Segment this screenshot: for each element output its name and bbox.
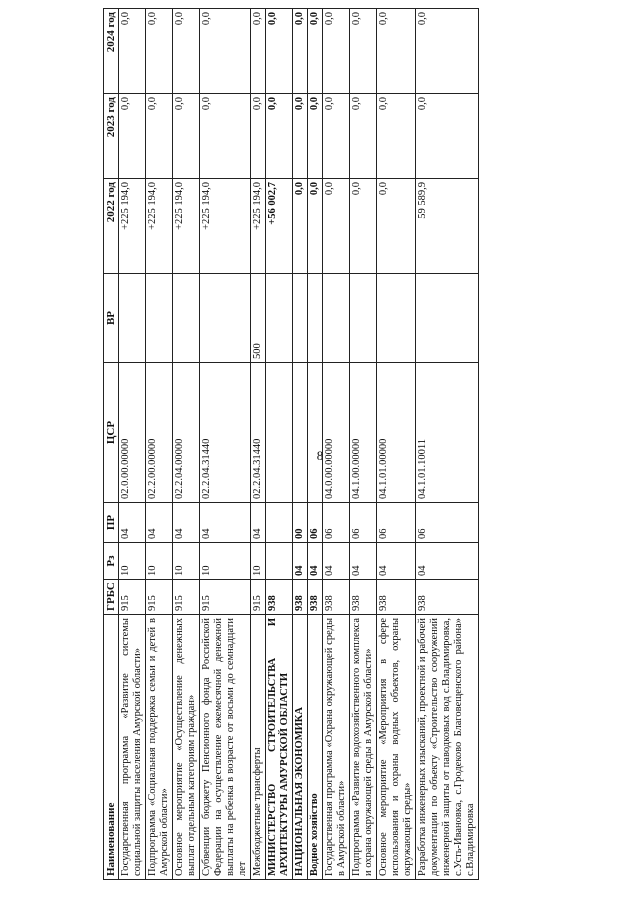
cell-vr: 500 [251, 274, 266, 363]
cell-grbs: 938 [377, 580, 416, 615]
cell-name: МИНИСТЕРСТВО СТРОИТЕЛЬСТВА И АРХИТЕКТУРЫ АМУРСКОЙ ОБЛАСТИ [266, 615, 293, 880]
cell-vr [350, 274, 377, 363]
cell-name: Водное хозяйство [308, 615, 323, 880]
cell-vr [266, 274, 293, 363]
cell-grbs: 915 [119, 580, 146, 615]
cell-grbs: 938 [308, 580, 323, 615]
cell-grbs: 915 [251, 580, 266, 615]
cell-grbs: 938 [266, 580, 293, 615]
cell-grbs: 938 [350, 580, 377, 615]
cell-vr [377, 274, 416, 363]
cell-2023: 0,0 [119, 94, 146, 179]
cell-vr [146, 274, 173, 363]
table-header-row [104, 9, 119, 880]
cell-csr: 02.2.04.00000 [173, 363, 200, 503]
cell-pr: 06 [350, 503, 377, 543]
cell-2023: 0,0 [377, 94, 416, 179]
cell-2023: 0,0 [173, 94, 200, 179]
cell-2023: 0,0 [308, 94, 323, 179]
cell-2022: 0,0 [293, 179, 308, 274]
table-body [119, 9, 479, 880]
cell-2024: 0,0 [251, 9, 266, 94]
cell-2024: 0,0 [146, 9, 173, 94]
cell-rz: 10 [251, 543, 266, 580]
cell-grbs: 938 [416, 580, 479, 615]
cell-2022: 0,0 [377, 179, 416, 274]
cell-2023: 0,0 [200, 94, 251, 179]
cell-rz: 04 [350, 543, 377, 580]
table-row [200, 9, 251, 880]
table-row [377, 9, 416, 880]
cell-pr: 04 [200, 503, 251, 543]
cell-name: НАЦИОНАЛЬНАЯ ЭКОНОМИКА [293, 615, 308, 880]
cell-2022: 0,0 [350, 179, 377, 274]
table-row [293, 9, 308, 880]
table-row [350, 9, 377, 880]
header-2022: 2022 год [104, 179, 119, 274]
cell-csr [293, 363, 308, 503]
cell-rz: 10 [146, 543, 173, 580]
table-row [308, 9, 323, 880]
cell-csr [266, 363, 293, 503]
cell-vr [173, 274, 200, 363]
cell-pr: 06 [308, 503, 323, 543]
header-grbs: ГРБС [104, 580, 119, 615]
table-row [416, 9, 479, 880]
cell-2022: +225 194,0 [173, 179, 200, 274]
cell-csr: 02.0.00.00000 [119, 363, 146, 503]
cell-2023: 0,0 [323, 94, 350, 179]
cell-pr: 04 [173, 503, 200, 543]
cell-vr [200, 274, 251, 363]
cell-name: Подпрограмма «Социальная поддержка семьи и детей в Амурской области» [146, 615, 173, 880]
cell-2024: 0,0 [350, 9, 377, 94]
cell-2022: +225 194,0 [251, 179, 266, 274]
cell-vr [308, 274, 323, 363]
cell-csr: 04.1.01.10011 [416, 363, 479, 503]
cell-name: Субвенции бюджету Пенсионного фонда Российской Федерации на осуществление ежемесячной денежной выплаты на ребенка в возрасте от восьми до семнадцати лет [200, 615, 251, 880]
cell-vr [119, 274, 146, 363]
budget-table-container [103, 12, 627, 880]
header-vr: ВР [104, 274, 119, 363]
cell-grbs: 915 [200, 580, 251, 615]
header-rz: Рз [104, 543, 119, 580]
cell-2024: 0,0 [119, 9, 146, 94]
cell-2022: +225 194,0 [200, 179, 251, 274]
cell-2022: 59 589,9 [416, 179, 479, 274]
cell-rz: 04 [416, 543, 479, 580]
cell-rz [266, 543, 293, 580]
page-number: 8 [316, 448, 324, 463]
header-name: Наименование [104, 615, 119, 880]
cell-2023: 0,0 [146, 94, 173, 179]
cell-csr: 04.0.00.00000 [323, 363, 350, 503]
cell-name: Разработка инженерных изысканий, проектной и рабочей документации по объекту «Строительство сооружений инженерной защиты от паводковых вод с.Владимировка, с.Усть-Ивановка, с.Гродеково Благовещенского района» с.Владимировка [416, 615, 479, 880]
cell-2024: 0,0 [293, 9, 308, 94]
cell-2023: 0,0 [251, 94, 266, 179]
cell-pr: 06 [416, 503, 479, 543]
cell-pr: 06 [323, 503, 350, 543]
cell-2024: 0,0 [266, 9, 293, 94]
cell-2022: +225 194,0 [119, 179, 146, 274]
cell-csr: 02.2.00.00000 [146, 363, 173, 503]
cell-2024: 0,0 [308, 9, 323, 94]
table-row [146, 9, 173, 880]
cell-2024: 0,0 [323, 9, 350, 94]
header-pr: ПР [104, 503, 119, 543]
cell-2023: 0,0 [350, 94, 377, 179]
header-2023: 2023 год [104, 94, 119, 179]
cell-csr: 04.1.01.00000 [377, 363, 416, 503]
cell-rz: 10 [173, 543, 200, 580]
cell-vr [293, 274, 308, 363]
table-row [119, 9, 146, 880]
cell-2024: 0,0 [173, 9, 200, 94]
cell-grbs: 915 [173, 580, 200, 615]
cell-csr: 02.2.04.31440 [251, 363, 266, 503]
cell-name: Государственная программа «Охрана окружающей среды в Амурской области» [323, 615, 350, 880]
cell-2023: 0,0 [416, 94, 479, 179]
cell-rz: 04 [293, 543, 308, 580]
cell-2024: 0,0 [416, 9, 479, 94]
cell-pr: 04 [146, 503, 173, 543]
table-row [251, 9, 266, 880]
cell-grbs: 938 [323, 580, 350, 615]
table-row [266, 9, 293, 880]
cell-rz: 10 [119, 543, 146, 580]
header-2024: 2024 год [104, 9, 119, 94]
cell-grbs: 915 [146, 580, 173, 615]
budget-table [103, 8, 479, 880]
cell-pr: 04 [119, 503, 146, 543]
cell-2024: 0,0 [200, 9, 251, 94]
cell-2023: 0,0 [266, 94, 293, 179]
cell-vr [323, 274, 350, 363]
cell-rz: 04 [308, 543, 323, 580]
table-row [173, 9, 200, 880]
cell-name: Основное мероприятие «Мероприятия в сфере использования и охраны водных объектов, охраны окружающей среды» [377, 615, 416, 880]
cell-rz: 04 [377, 543, 416, 580]
cell-2022: +56 002,7 [266, 179, 293, 274]
cell-2023: 0,0 [293, 94, 308, 179]
cell-name: Подпрограмма «Развитие водохозяйственного комплекса и охрана окружающей среды в Амурской области» [350, 615, 377, 880]
cell-vr [416, 274, 479, 363]
header-csr: ЦСР [104, 363, 119, 503]
cell-name: Межбюджетные трансферты [251, 615, 266, 880]
table-row [323, 9, 350, 880]
cell-pr: 04 [251, 503, 266, 543]
cell-csr: 02.2.04.31440 [200, 363, 251, 503]
cell-name: Основное мероприятие «Осуществление денежных выплат отдельным категориям граждан» [173, 615, 200, 880]
cell-2022: +225 194,0 [146, 179, 173, 274]
cell-2024: 0,0 [377, 9, 416, 94]
cell-pr [266, 503, 293, 543]
cell-csr: 04.1.00.00000 [350, 363, 377, 503]
cell-rz: 10 [200, 543, 251, 580]
cell-grbs: 938 [293, 580, 308, 615]
cell-rz: 04 [323, 543, 350, 580]
cell-2022: 0,0 [323, 179, 350, 274]
cell-csr [308, 363, 323, 503]
cell-pr: 06 [377, 503, 416, 543]
cell-2022: 0,0 [308, 179, 323, 274]
cell-pr: 00 [293, 503, 308, 543]
cell-name: Государственная программа «Развитие системы социальной защиты населения Амурской области» [119, 615, 146, 880]
